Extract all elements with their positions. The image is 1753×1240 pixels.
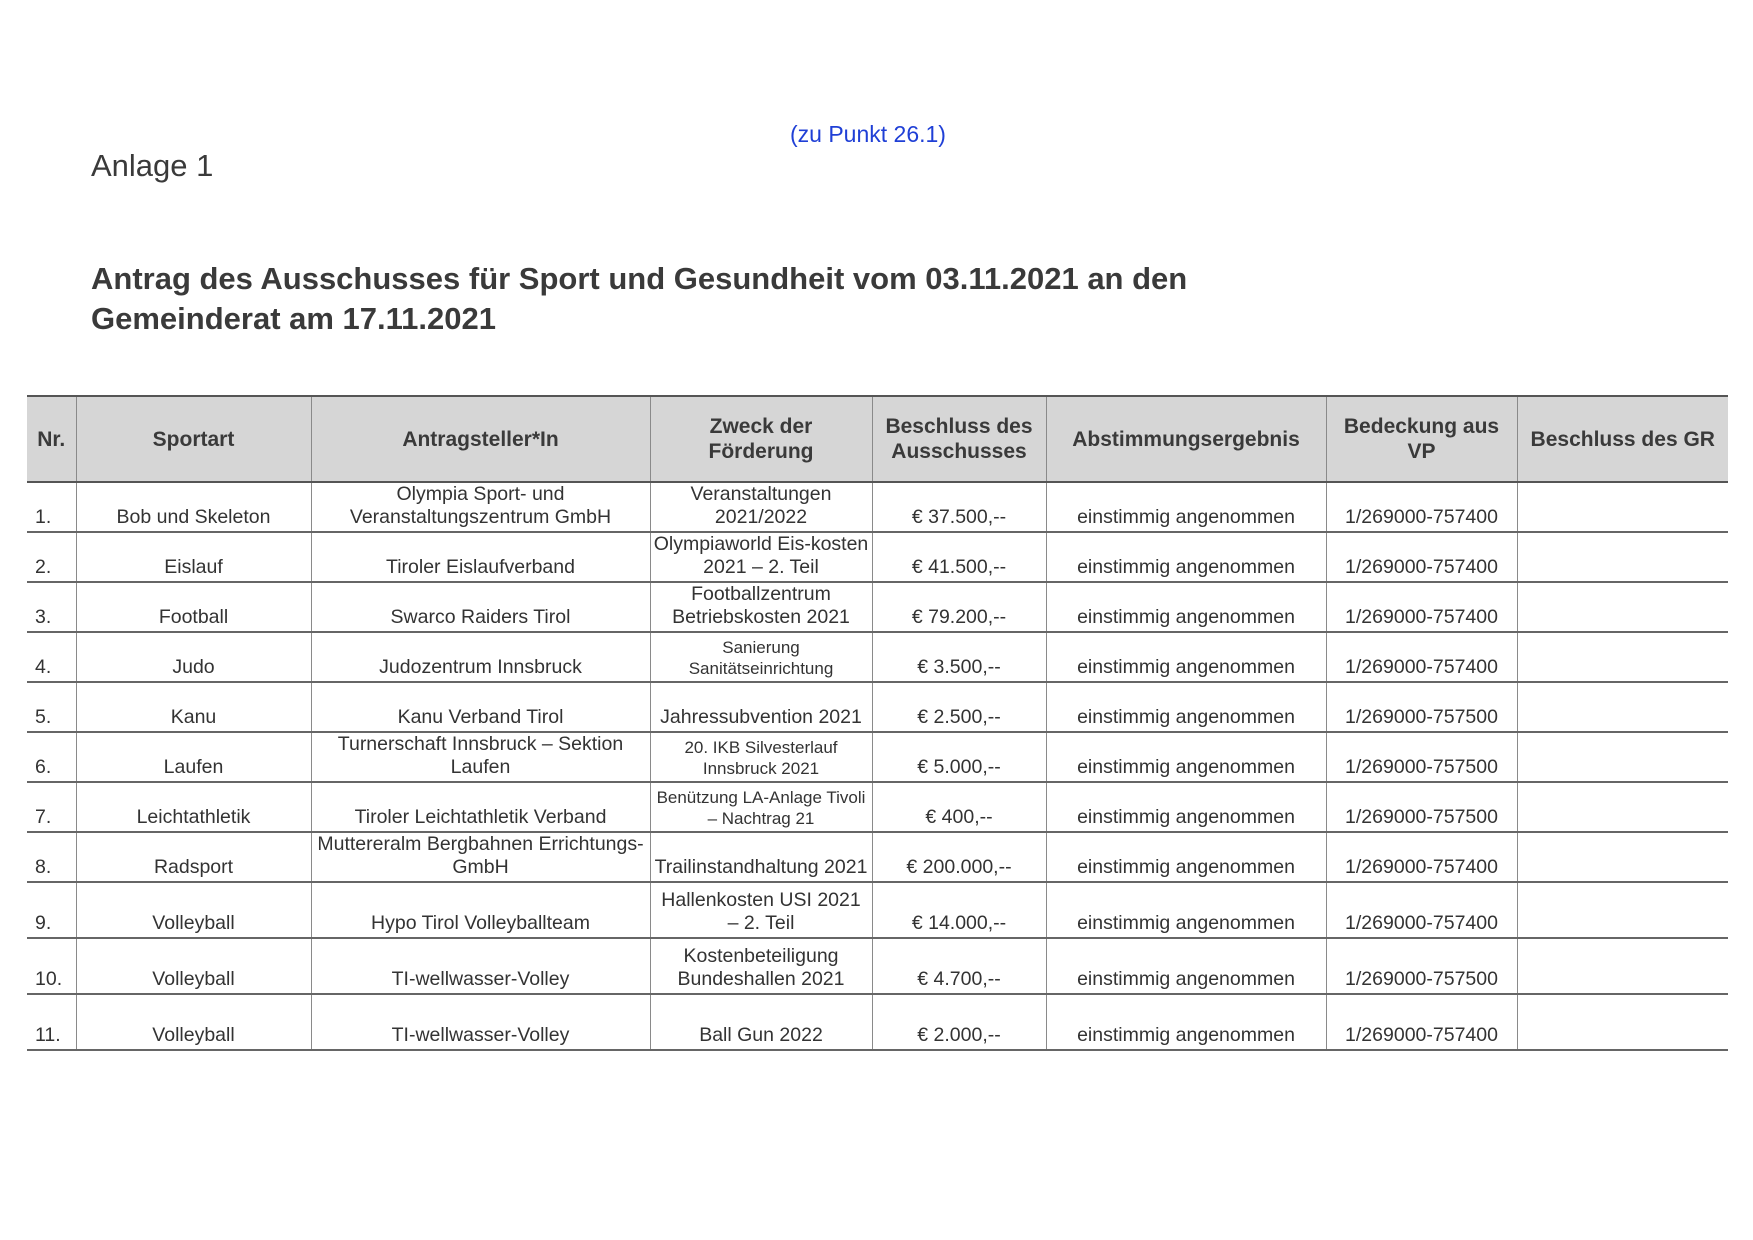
cell-zweck: Olympiaworld Eis-kosten 2021 – 2. Teil [650, 532, 872, 582]
cell-zweck: Jahressubvention 2021 [650, 682, 872, 732]
col-header-antragsteller: Antragsteller*In [311, 396, 650, 482]
cell-nr: 6. [27, 732, 76, 782]
col-header-abstimmung: Abstimmungsergebnis [1046, 396, 1326, 482]
cell-beschluss-gr [1517, 532, 1728, 582]
cell-antragsteller: Tiroler Leichtathletik Verband [311, 782, 650, 832]
cell-sportart: Volleyball [76, 938, 311, 994]
cell-beschluss-gr [1517, 732, 1728, 782]
cell-bedeckung: 1/269000-757500 [1326, 782, 1517, 832]
table-row [27, 532, 1728, 582]
cell-beschluss-gr [1517, 832, 1728, 882]
cell-nr: 1. [27, 482, 76, 532]
cell-zweck: Veranstaltungen 2021/2022 [650, 482, 872, 532]
cell-sportart: Volleyball [76, 882, 311, 938]
annex-label: Anlage 1 [91, 148, 214, 183]
cell-nr: 11. [27, 994, 76, 1050]
cell-beschluss: € 41.500,-- [872, 532, 1046, 582]
col-header-beschluss: Beschluss des Ausschusses [872, 396, 1046, 482]
table-row [27, 832, 1728, 882]
cell-bedeckung: 1/269000-757400 [1326, 832, 1517, 882]
cell-bedeckung: 1/269000-757400 [1326, 882, 1517, 938]
cell-beschluss-gr [1517, 994, 1728, 1050]
cell-sportart: Judo [76, 632, 311, 682]
cell-beschluss: € 4.700,-- [872, 938, 1046, 994]
cell-beschluss: € 2.000,-- [872, 994, 1046, 1050]
table-row [27, 582, 1728, 632]
document-title-line-1: Antrag des Ausschusses für Sport und Gesundheit vom 03.11.2021 an den [91, 261, 1188, 296]
cell-zweck: Benützung LA-Anlage Tivoli – Nachtrag 21 [650, 782, 872, 832]
cell-sportart: Volleyball [76, 994, 311, 1050]
cell-beschluss: € 79.200,-- [872, 582, 1046, 632]
cell-bedeckung: 1/269000-757500 [1326, 938, 1517, 994]
cell-antragsteller: Olympia Sport- und Veranstaltungszentrum GmbH [311, 482, 650, 532]
cell-beschluss: € 2.500,-- [872, 682, 1046, 732]
cell-abstimmung: einstimmig angenommen [1046, 632, 1326, 682]
cell-abstimmung: einstimmig angenommen [1046, 832, 1326, 882]
cell-beschluss: € 5.000,-- [872, 732, 1046, 782]
table-header [27, 396, 1728, 482]
cell-antragsteller: Turnerschaft Innsbruck – Sektion Laufen [311, 732, 650, 782]
cell-antragsteller: TI-wellwasser-Volley [311, 994, 650, 1050]
cell-antragsteller: TI-wellwasser-Volley [311, 938, 650, 994]
cell-beschluss: € 37.500,-- [872, 482, 1046, 532]
cell-zweck: 20. IKB Silvesterlauf Innsbruck 2021 [650, 732, 872, 782]
cell-nr: 5. [27, 682, 76, 732]
cell-beschluss-gr [1517, 882, 1728, 938]
cell-sportart: Bob und Skeleton [76, 482, 311, 532]
cell-nr: 7. [27, 782, 76, 832]
document-title-line-2: Gemeinderat am 17.11.2021 [91, 301, 496, 336]
cell-abstimmung: einstimmig angenommen [1046, 882, 1326, 938]
table-row [27, 938, 1728, 994]
cell-beschluss-gr [1517, 482, 1728, 532]
cell-bedeckung: 1/269000-757400 [1326, 994, 1517, 1050]
cell-antragsteller: Muttereralm Bergbahnen Errichtungs-GmbH [311, 832, 650, 882]
cell-bedeckung: 1/269000-757400 [1326, 632, 1517, 682]
cell-antragsteller: Hypo Tirol Volleyballteam [311, 882, 650, 938]
cell-abstimmung: einstimmig angenommen [1046, 532, 1326, 582]
cell-bedeckung: 1/269000-757400 [1326, 532, 1517, 582]
header-row [27, 396, 1728, 482]
cell-beschluss-gr [1517, 782, 1728, 832]
table-row [27, 482, 1728, 532]
cell-sportart: Radsport [76, 832, 311, 882]
cell-abstimmung: einstimmig angenommen [1046, 682, 1326, 732]
table-row [27, 732, 1728, 782]
cell-beschluss: € 400,-- [872, 782, 1046, 832]
cell-antragsteller: Swarco Raiders Tirol [311, 582, 650, 632]
cell-bedeckung: 1/269000-757400 [1326, 582, 1517, 632]
cell-zweck: Footballzentrum Betriebskosten 2021 [650, 582, 872, 632]
cell-sportart: Leichtathletik [76, 782, 311, 832]
cell-bedeckung: 1/269000-757500 [1326, 732, 1517, 782]
cell-antragsteller: Kanu Verband Tirol [311, 682, 650, 732]
table-row [27, 632, 1728, 682]
table-body [27, 482, 1728, 1050]
col-header-nr: Nr. [27, 396, 76, 482]
grant-table [27, 395, 1728, 1051]
cell-abstimmung: einstimmig angenommen [1046, 994, 1326, 1050]
col-header-zweck: Zweck der Förderung [650, 396, 872, 482]
cell-antragsteller: Judozentrum Innsbruck [311, 632, 650, 682]
cell-sportart: Eislauf [76, 532, 311, 582]
cell-antragsteller: Tiroler Eislaufverband [311, 532, 650, 582]
cell-beschluss-gr [1517, 632, 1728, 682]
cell-bedeckung: 1/269000-757400 [1326, 482, 1517, 532]
col-header-beschluss-gr: Beschluss des GR [1517, 396, 1728, 482]
cell-beschluss-gr [1517, 938, 1728, 994]
cell-zweck: Kostenbeteiligung Bundeshallen 2021 [650, 938, 872, 994]
cell-sportart: Kanu [76, 682, 311, 732]
table-row [27, 882, 1728, 938]
cell-beschluss-gr [1517, 682, 1728, 732]
cell-nr: 4. [27, 632, 76, 682]
cell-nr: 2. [27, 532, 76, 582]
reference-note: (zu Punkt 26.1) [790, 121, 946, 147]
table-row [27, 682, 1728, 732]
cell-beschluss-gr [1517, 582, 1728, 632]
cell-nr: 10. [27, 938, 76, 994]
cell-zweck: Trailinstandhaltung 2021 [650, 832, 872, 882]
cell-beschluss: € 200.000,-- [872, 832, 1046, 882]
cell-nr: 9. [27, 882, 76, 938]
cell-zweck: Hallenkosten USI 2021 – 2. Teil [650, 882, 872, 938]
cell-abstimmung: einstimmig angenommen [1046, 732, 1326, 782]
cell-abstimmung: einstimmig angenommen [1046, 782, 1326, 832]
cell-sportart: Football [76, 582, 311, 632]
table-row [27, 782, 1728, 832]
cell-zweck: Sanierung Sanitätseinrichtung [650, 632, 872, 682]
cell-sportart: Laufen [76, 732, 311, 782]
col-header-bedeckung: Bedeckung aus VP [1326, 396, 1517, 482]
cell-bedeckung: 1/269000-757500 [1326, 682, 1517, 732]
document-title [91, 259, 1187, 339]
cell-abstimmung: einstimmig angenommen [1046, 938, 1326, 994]
cell-zweck: Ball Gun 2022 [650, 994, 872, 1050]
cell-abstimmung: einstimmig angenommen [1046, 582, 1326, 632]
cell-beschluss: € 14.000,-- [872, 882, 1046, 938]
cell-nr: 3. [27, 582, 76, 632]
cell-nr: 8. [27, 832, 76, 882]
col-header-sportart: Sportart [76, 396, 311, 482]
cell-beschluss: € 3.500,-- [872, 632, 1046, 682]
table-row [27, 994, 1728, 1050]
cell-abstimmung: einstimmig angenommen [1046, 482, 1326, 532]
